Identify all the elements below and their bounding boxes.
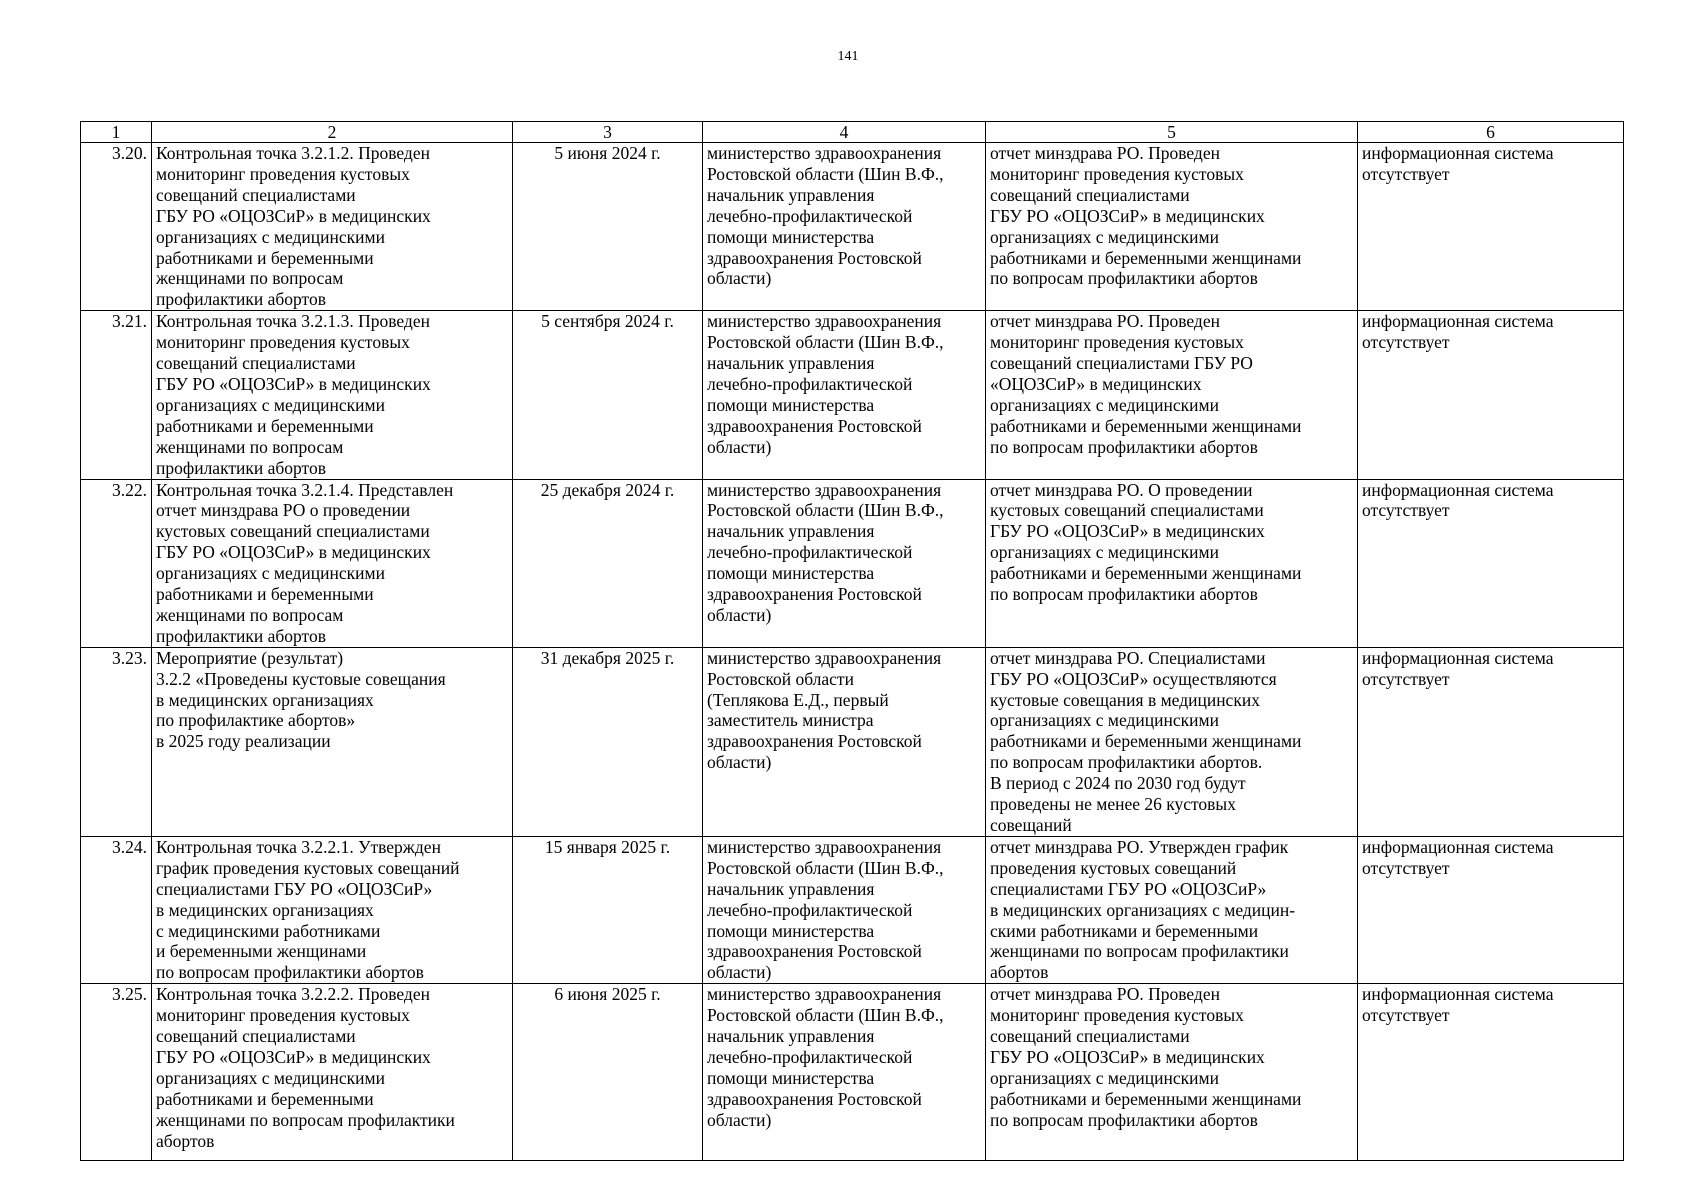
system-cell-line: информационная система <box>1362 311 1554 332</box>
result-cell-line: женщинами по вопросам профилактики <box>990 941 1289 962</box>
responsible-cell-line: начальник управления <box>707 1026 875 1047</box>
event-cell-line: по вопросам профилактики абортов <box>156 962 424 983</box>
responsible-cell-line: начальник управления <box>707 353 875 374</box>
event-cell-line: с медицинскими работниками <box>156 920 381 941</box>
result-cell-line: работниками и беременными женщинами <box>990 731 1302 752</box>
system-cell <box>1358 143 1624 311</box>
system-cell <box>1358 984 1624 1161</box>
system-cell-line: отсутствует <box>1362 668 1450 689</box>
result-cell-line: совещаний специалистами ГБУ РО <box>990 353 1253 374</box>
column-header: 4 <box>703 122 986 143</box>
responsible-cell-line: лечебно-профилактической <box>707 373 913 394</box>
result-cell-line: специалистами ГБУ РО «ОЦОЗСиР» <box>990 878 1267 899</box>
responsible-cell-line: начальник управления <box>707 878 875 899</box>
event-cell-line: по профилактике абортов» <box>156 710 356 731</box>
system-cell-line: информационная система <box>1362 836 1554 857</box>
result-cell-line: организациях с медицинскими <box>990 710 1219 731</box>
event-cell-line: ГБУ РО «ОЦОЗСиР» в медицинских <box>156 205 431 226</box>
result-cell-line: ГБУ РО «ОЦОЗСиР» в медицинских <box>990 1046 1265 1067</box>
result-cell-line: по вопросам профилактики абортов <box>990 1109 1258 1130</box>
responsible-cell-line: Ростовской области <box>707 668 854 689</box>
responsible-cell-line: области) <box>707 604 772 625</box>
result-cell-line: организациях с медицинскими <box>990 394 1219 415</box>
event-cell-line: в 2025 году реализации <box>156 731 331 752</box>
event-cell-line: 3.2.2 «Проведены кустовые совещания <box>156 668 446 689</box>
system-cell-line: информационная система <box>1362 984 1554 1005</box>
result-cell <box>986 143 1358 311</box>
responsible-cell-line: министерство здравоохранения <box>707 479 942 500</box>
responsible-cell-line: области) <box>707 436 772 457</box>
event-cell-line: женщинами по вопросам <box>156 604 344 625</box>
responsible-cell-line: министерство здравоохранения <box>707 647 942 668</box>
system-cell <box>1358 311 1624 479</box>
event-cell-line: совещаний специалистами <box>156 353 356 374</box>
responsible-cell-line: помощи министерства <box>707 563 875 584</box>
table-row <box>81 479 1624 647</box>
event-cell-line: работниками и беременными <box>156 247 374 268</box>
deadline-cell: 15 января 2025 г. <box>513 836 703 983</box>
event-cell-line: Контрольная точка 3.2.2.1. Утвержден <box>156 836 441 857</box>
result-cell-line: ГБУ РО «ОЦОЗСиР» осуществляются <box>990 668 1277 689</box>
system-cell-line: информационная система <box>1362 143 1554 163</box>
result-cell-line: ГБУ РО «ОЦОЗСиР» в медицинских <box>990 205 1265 226</box>
event-cell-line: организациях с медицинскими <box>156 226 385 247</box>
table-row <box>81 143 1624 311</box>
responsible-cell-line: здравоохранения Ростовской <box>707 247 922 268</box>
event-cell-line: профилактики абортов <box>156 457 326 478</box>
result-cell-line: работниками и беременными женщинами <box>990 247 1302 268</box>
system-cell-line: отсутствует <box>1362 1005 1450 1026</box>
row-number: 3.21. <box>81 311 152 479</box>
event-cell-line: мониторинг проведения кустовых <box>156 332 410 353</box>
result-cell-line: по вопросам профилактики абортов <box>990 268 1258 289</box>
event-cell-line: женщинами по вопросам <box>156 436 344 457</box>
result-cell <box>986 984 1358 1161</box>
event-cell <box>152 647 513 836</box>
table-row <box>81 647 1624 836</box>
responsible-cell-line: Ростовской области (Шин В.Ф., <box>707 500 944 521</box>
event-cell-line: и беременными женщинами <box>156 941 367 962</box>
column-header: 1 <box>81 122 152 143</box>
event-cell-line: женщинами по вопросам <box>156 268 344 289</box>
event-cell-line: ГБУ РО «ОЦОЗСиР» в медицинских <box>156 542 431 563</box>
responsible-cell-line: лечебно-профилактической <box>707 1046 913 1067</box>
event-cell-line: мониторинг проведения кустовых <box>156 163 410 184</box>
table-row <box>81 311 1624 479</box>
row-number: 3.23. <box>81 647 152 836</box>
event-cell-line: абортов <box>156 1130 215 1151</box>
responsible-cell-line: помощи министерства <box>707 226 875 247</box>
result-cell-line: организациях с медицинскими <box>990 226 1219 247</box>
responsible-cell-line: (Теплякова Е.Д., первый <box>707 689 889 710</box>
deadline-cell: 6 июня 2025 г. <box>513 984 703 1161</box>
result-cell-line: отчет минздрава РО. Утвержден график <box>990 836 1289 857</box>
result-cell-line: мониторинг проведения кустовых <box>990 1005 1244 1026</box>
result-cell-line: ГБУ РО «ОЦОЗСиР» в медицинских <box>990 521 1265 542</box>
row-number: 3.20. <box>81 143 152 311</box>
responsible-cell <box>703 311 986 479</box>
event-cell-line: организациях с медицинскими <box>156 563 385 584</box>
event-cell-line: профилактики абортов <box>156 289 326 310</box>
table-body <box>81 143 1624 1161</box>
result-cell <box>986 479 1358 647</box>
result-cell-line: «ОЦОЗСиР» в медицинских <box>990 373 1202 394</box>
event-cell-line: Контрольная точка 3.2.2.2. Проведен <box>156 984 430 1005</box>
responsible-cell-line: области) <box>707 268 772 289</box>
event-cell-line: Мероприятие (результат) <box>156 647 344 668</box>
system-cell <box>1358 836 1624 983</box>
responsible-cell <box>703 479 986 647</box>
column-header: 2 <box>152 122 513 143</box>
event-cell-line: мониторинг проведения кустовых <box>156 1005 410 1026</box>
responsible-cell-line: министерство здравоохранения <box>707 143 942 163</box>
event-cell-line: работниками и беременными <box>156 1088 374 1109</box>
event-cell-line: Контрольная точка 3.2.1.4. Представлен <box>156 479 454 500</box>
responsible-cell <box>703 143 986 311</box>
result-cell-line: отчет минздрава РО. Специалистами <box>990 647 1266 668</box>
responsible-cell-line: министерство здравоохранения <box>707 836 942 857</box>
responsible-cell-line: начальник управления <box>707 521 875 542</box>
result-cell <box>986 311 1358 479</box>
responsible-cell-line: Ростовской области (Шин В.Ф., <box>707 163 944 184</box>
result-cell-line: отчет минздрава РО. Проведен <box>990 984 1220 1005</box>
table-row <box>81 836 1624 983</box>
event-cell-line: совещаний специалистами <box>156 1026 356 1047</box>
deadline-cell: 25 декабря 2024 г. <box>513 479 703 647</box>
responsible-cell-line: Ростовской области (Шин В.Ф., <box>707 332 944 353</box>
header-row <box>81 122 1624 143</box>
result-cell-line: скими работниками и беременными <box>990 920 1259 941</box>
result-cell-line: кустовые совещания в медицинских <box>990 689 1260 710</box>
event-cell-line: в медицинских организациях <box>156 689 374 710</box>
result-cell-line: по вопросам профилактики абортов <box>990 436 1258 457</box>
event-cell <box>152 836 513 983</box>
event-cell-line: в медицинских организациях <box>156 899 374 920</box>
result-cell-line: организациях с медицинскими <box>990 542 1219 563</box>
event-cell-line: работниками и беременными <box>156 584 374 605</box>
responsible-cell-line: министерство здравоохранения <box>707 984 942 1005</box>
system-cell <box>1358 479 1624 647</box>
responsible-cell-line: лечебно-профилактической <box>707 205 913 226</box>
responsible-cell-line: здравоохранения Ростовской <box>707 941 922 962</box>
responsible-cell <box>703 836 986 983</box>
system-cell <box>1358 647 1624 836</box>
system-cell-line: отсутствует <box>1362 500 1450 521</box>
result-cell-line: работниками и беременными женщинами <box>990 415 1302 436</box>
result-cell-line: проведения кустовых совещаний <box>990 857 1237 878</box>
result-cell-line: отчет минздрава РО. Проведен <box>990 143 1220 163</box>
event-cell-line: специалистами ГБУ РО «ОЦОЗСиР» <box>156 878 433 899</box>
event-cell-line: профилактики абортов <box>156 625 326 646</box>
responsible-cell-line: помощи министерства <box>707 1067 875 1088</box>
deadline-cell: 31 декабря 2025 г. <box>513 647 703 836</box>
result-cell-line: В период с 2024 по 2030 год будут <box>990 773 1246 794</box>
result-cell-line: проведены не менее 26 кустовых <box>990 794 1236 815</box>
result-cell-line: кустовых совещаний специалистами <box>990 500 1264 521</box>
result-cell-line: совещаний специалистами <box>990 1026 1190 1047</box>
event-cell <box>152 143 513 311</box>
result-cell-line: совещаний <box>990 815 1072 835</box>
result-cell-line: совещаний специалистами <box>990 184 1190 205</box>
responsible-cell <box>703 647 986 836</box>
column-header: 6 <box>1358 122 1624 143</box>
event-cell-line: ГБУ РО «ОЦОЗСиР» в медицинских <box>156 373 431 394</box>
event-cell-line: Контрольная точка 3.2.1.2. Проведен <box>156 143 430 163</box>
event-cell-line: ГБУ РО «ОЦОЗСиР» в медицинских <box>156 1046 431 1067</box>
event-cell-line: кустовых совещаний специалистами <box>156 521 430 542</box>
responsible-cell-line: помощи министерства <box>707 394 875 415</box>
system-cell-line: отсутствует <box>1362 163 1450 184</box>
responsible-cell-line: Ростовской области (Шин В.Ф., <box>707 857 944 878</box>
responsible-cell-line: лечебно-профилактической <box>707 899 913 920</box>
responsible-cell-line: здравоохранения Ростовской <box>707 415 922 436</box>
column-header: 5 <box>986 122 1358 143</box>
result-cell-line: мониторинг проведения кустовых <box>990 163 1244 184</box>
system-cell-line: отсутствует <box>1362 332 1450 353</box>
event-cell-line: отчет минздрава РО о проведении <box>156 500 411 521</box>
row-number: 3.24. <box>81 836 152 983</box>
row-number: 3.22. <box>81 479 152 647</box>
page-number: 141 <box>837 49 859 64</box>
event-cell <box>152 479 513 647</box>
result-cell-line: работниками и беременными женщинами <box>990 1088 1302 1109</box>
event-cell <box>152 311 513 479</box>
responsible-cell-line: здравоохранения Ростовской <box>707 731 922 752</box>
result-cell-line: работниками и беременными женщинами <box>990 563 1302 584</box>
result-cell-line: организациях с медицинскими <box>990 1067 1219 1088</box>
responsible-cell-line: области) <box>707 962 772 983</box>
responsible-cell-line: Ростовской области (Шин В.Ф., <box>707 1005 944 1026</box>
plan-table <box>80 121 1624 1161</box>
result-cell <box>986 836 1358 983</box>
table-row <box>81 984 1624 1161</box>
responsible-cell-line: здравоохранения Ростовской <box>707 584 922 605</box>
event-cell-line: график проведения кустовых совещаний <box>156 857 460 878</box>
event-cell-line: работниками и беременными <box>156 415 374 436</box>
result-cell-line: в медицинских организациях с медицин- <box>990 899 1296 920</box>
responsible-cell-line: помощи министерства <box>707 920 875 941</box>
system-cell-line: отсутствует <box>1362 857 1450 878</box>
deadline-cell: 5 июня 2024 г. <box>513 143 703 311</box>
event-cell-line: организациях с медицинскими <box>156 394 385 415</box>
event-cell-line: организациях с медицинскими <box>156 1067 385 1088</box>
system-cell-line: информационная система <box>1362 479 1554 500</box>
responsible-cell-line: министерство здравоохранения <box>707 311 942 332</box>
responsible-cell-line: области) <box>707 752 772 773</box>
event-cell <box>152 984 513 1161</box>
result-cell-line: отчет минздрава РО. Проведен <box>990 311 1220 332</box>
result-cell-line: по вопросам профилактики абортов. <box>990 752 1263 773</box>
responsible-cell-line: начальник управления <box>707 184 875 205</box>
event-cell-line: женщинами по вопросам профилактики <box>156 1109 455 1130</box>
responsible-cell <box>703 984 986 1161</box>
result-cell-line: абортов <box>990 962 1049 983</box>
result-cell-line: мониторинг проведения кустовых <box>990 332 1244 353</box>
result-cell-line: отчет минздрава РО. О проведении <box>990 479 1253 500</box>
deadline-cell: 5 сентября 2024 г. <box>513 311 703 479</box>
column-header: 3 <box>513 122 703 143</box>
row-number: 3.25. <box>81 984 152 1161</box>
event-cell-line: совещаний специалистами <box>156 184 356 205</box>
result-cell <box>986 647 1358 836</box>
event-cell-line: Контрольная точка 3.2.1.3. Проведен <box>156 311 430 332</box>
system-cell-line: информационная система <box>1362 647 1554 668</box>
responsible-cell-line: области) <box>707 1109 772 1130</box>
responsible-cell-line: здравоохранения Ростовской <box>707 1088 922 1109</box>
responsible-cell-line: заместитель министра <box>707 710 874 731</box>
result-cell-line: по вопросам профилактики абортов <box>990 584 1258 605</box>
responsible-cell-line: лечебно-профилактической <box>707 542 913 563</box>
